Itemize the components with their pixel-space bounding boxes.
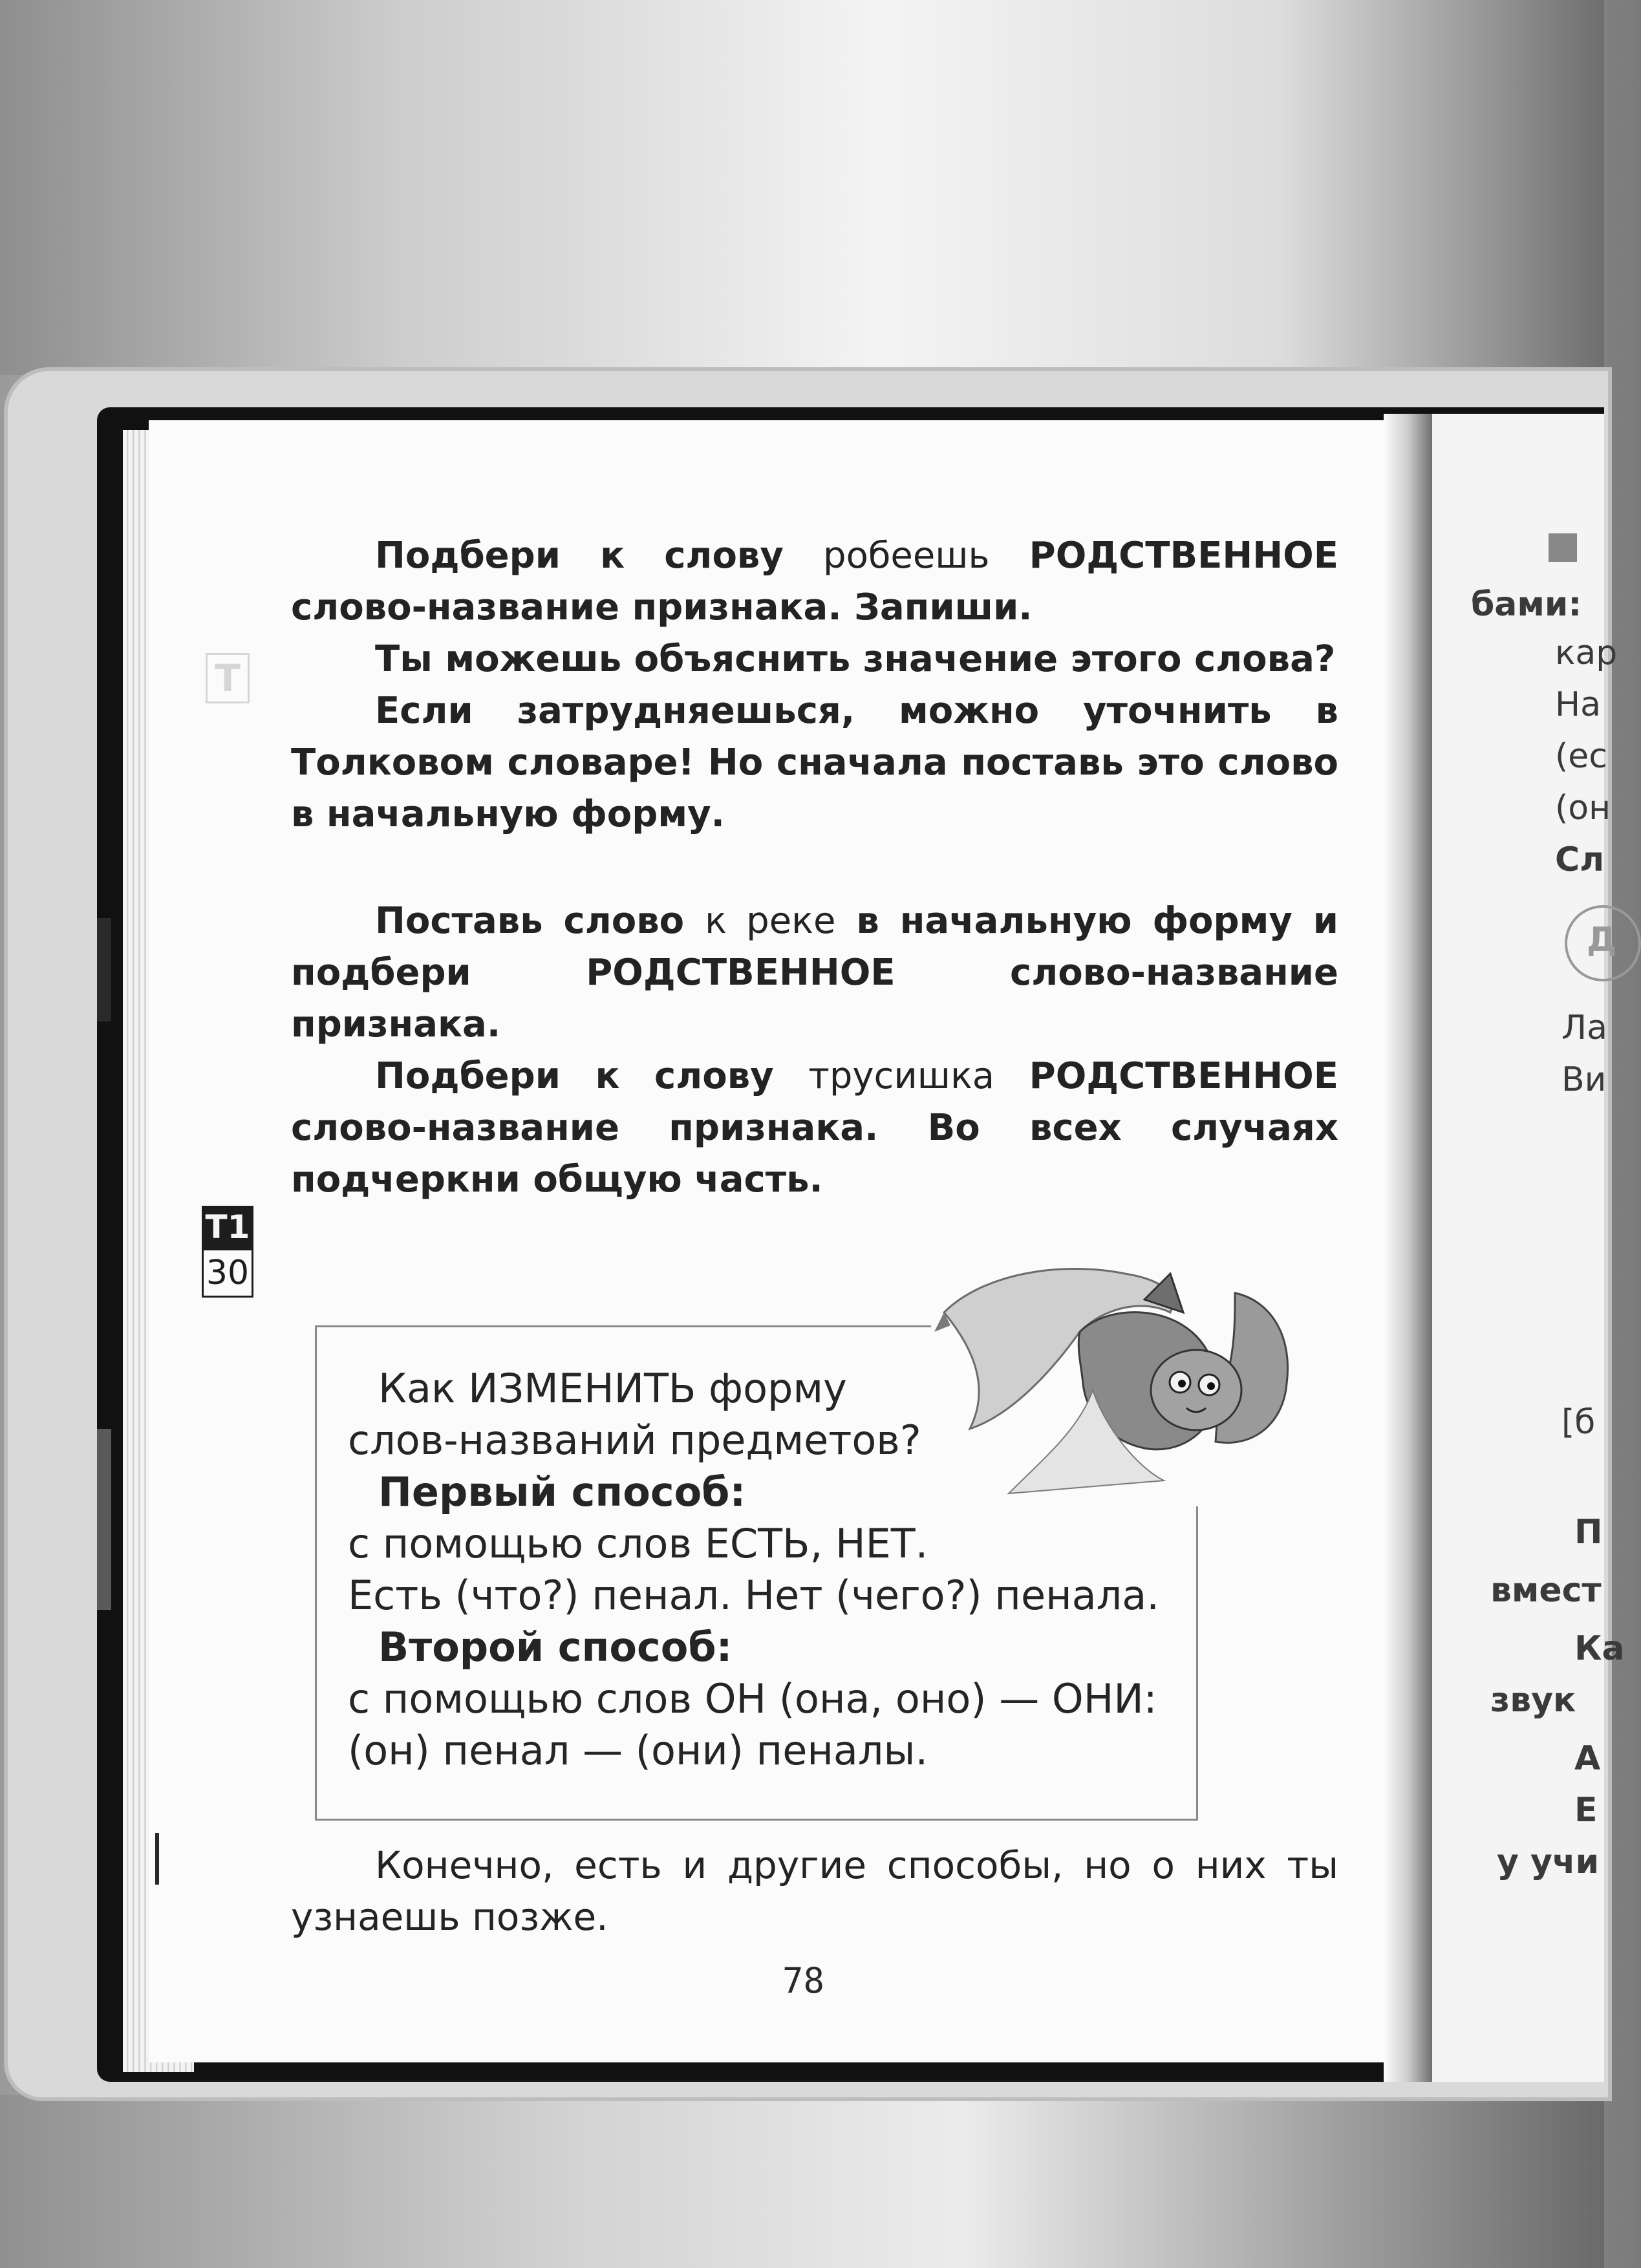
target-word: робеешь (823, 535, 990, 577)
page-tab-mark (155, 1833, 159, 1885)
task-lead: Поставь слово (375, 900, 685, 942)
task-paragraph-2: Ты можешь объяснить значение этого слова? (375, 638, 1336, 680)
square-bullet-icon (1549, 533, 1577, 562)
right-page-fragment: А (1574, 1739, 1601, 1778)
right-page-fragment: П (1574, 1513, 1603, 1552)
circle-badge: Д (1565, 905, 1641, 981)
right-page-fragment: у учи (1497, 1843, 1600, 1881)
task-paragraph-3: Если затрудняешься, можно уточнить в Толковом словаре! Но сначала поставь это слово в начальную форму. (291, 690, 1338, 835)
task-lead: Подбери к слову (375, 1055, 774, 1097)
task-code-bottom: 30 (202, 1248, 253, 1298)
target-word: трусишка (808, 1055, 995, 1097)
task-code-badge (202, 1206, 253, 1298)
right-page-fragment: Ка (1574, 1629, 1625, 1668)
method-2-description: с помощью слов ОН (она, оно) — ОНИ: (348, 1675, 1157, 1722)
rule-question-line-2: слов-названий предметов? (348, 1417, 921, 1464)
task-tail: РОДСТВЕННОЕ слово-название признака. Во всех случаях подчеркни общую часть. (291, 1055, 1339, 1201)
task-code-top: Т1 (202, 1206, 253, 1248)
task-paragraph-4 (291, 895, 1338, 1051)
rule-question-line-1: Как ИЗМЕНИТЬ форму (378, 1365, 847, 1412)
right-page-fragment: звук (1490, 1681, 1576, 1720)
page-tab-mark (97, 1429, 111, 1610)
method-1-description: с помощью слов ЕСТЬ, НЕТ. (348, 1520, 928, 1567)
right-page-fragment: (ес (1555, 737, 1607, 776)
task-tail: РОДСТВЕННОЕ слово-название признака. Запиши. (291, 535, 1339, 628)
task-lead: Подбери к слову (375, 535, 784, 577)
right-page-fragment: [б (1561, 1403, 1596, 1442)
scanner-background-top (0, 0, 1604, 375)
right-page-fragment: Сл (1555, 840, 1605, 879)
right-page-partial (1432, 414, 1625, 2082)
task-paragraph-5 (291, 1051, 1338, 1206)
right-page-fragment: На (1555, 685, 1601, 724)
task-tail: в начальную форму и подбери РОДСТВЕННОЕ слово-название признака. (291, 900, 1339, 1045)
target-word: к реке (705, 900, 836, 942)
page-number: 78 (782, 1960, 825, 2001)
method-2-example: (он) пенал — (они) пеналы. (348, 1727, 928, 1774)
textbook-t-icon: Т (206, 653, 250, 703)
bat-icon (931, 1235, 1319, 1506)
right-page-fragment: бами: (1471, 585, 1582, 624)
right-page-fragment: (он (1555, 789, 1611, 828)
right-page-fragment: кар (1555, 634, 1618, 672)
right-page-fragment: Ви (1561, 1060, 1607, 1099)
task-paragraph-1 (291, 530, 1338, 634)
right-page-fragment: вмест (1490, 1571, 1602, 1610)
method-1-example: Есть (что?) пенал. Нет (чего?) пенала. (348, 1572, 1159, 1619)
right-page-fragment: Е (1574, 1791, 1598, 1830)
method-2-title: Второй способ: (378, 1623, 733, 1671)
closing-text: Конечно, есть и другие способы, но о них ты узнаешь позже. (291, 1843, 1338, 1939)
scanner-background-bottom (0, 2095, 1604, 2268)
right-page-fragment: Ла (1561, 1009, 1607, 1047)
page-tab-mark (97, 918, 111, 1022)
method-1-title: Первый способ: (378, 1468, 746, 1515)
